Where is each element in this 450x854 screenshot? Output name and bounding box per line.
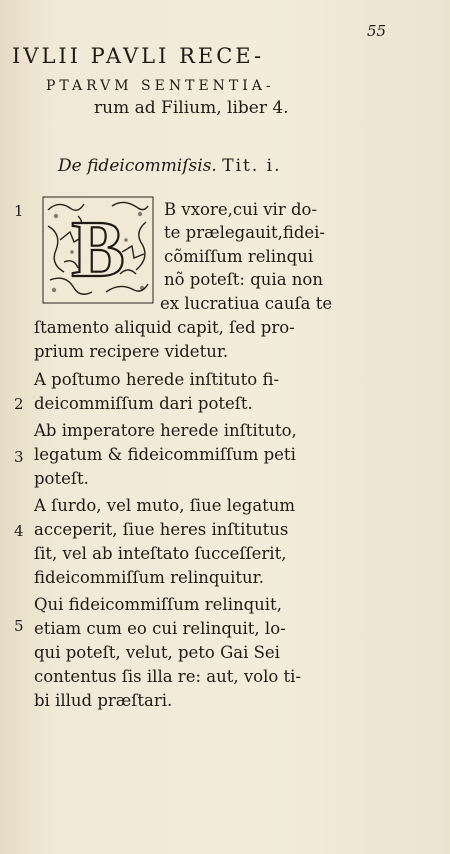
text-line: ex lucratiua cauſa te: [160, 294, 333, 313]
rubric-title: De fideicommiſsis.: [58, 156, 217, 176]
text-line: contentus ſis illa re: aut, volo ti-: [34, 667, 302, 686]
margin-number-2: 2: [14, 395, 24, 413]
heading-line-3: rum ad Filium, liber 4.: [94, 98, 289, 118]
decorated-initial-letter: [42, 196, 154, 304]
margin-number-5: 5: [14, 617, 24, 635]
text-line: cõmiſſum relinqui: [164, 247, 314, 266]
text-line: acceperit, ſiue heres inſtitutus: [34, 520, 289, 539]
text-line: legatum & fideicommiſſum peti: [34, 445, 296, 464]
heading-line-2: PTARVM SENTENTIA-: [46, 78, 275, 94]
text-line: te prælegauit,fidei-: [164, 223, 326, 242]
initial-letter: B: [71, 206, 125, 294]
text-line: ſtamento aliquid capit, ſed pro-: [34, 318, 295, 337]
text-line: poteſt.: [34, 469, 89, 488]
text-line: Ab imperatore herede inſtituto,: [34, 421, 297, 440]
text-line: nõ poteſt: quia non: [164, 270, 323, 289]
text-line: Qui fideicommiſſum relinquit,: [34, 595, 282, 614]
margin-number-4: 4: [14, 522, 24, 540]
text-line: qui poteſt, velut, peto Gai Sei: [34, 643, 280, 662]
text-line: deicommiſſum dari poteſt.: [34, 394, 253, 413]
text-line: etiam cum eo cui relinquit, lo-: [34, 619, 286, 638]
text-line: B vxore,cui vir do-: [164, 200, 318, 219]
text-line: A poſtumo herede inſtituto fi-: [34, 370, 280, 389]
text-line: A ſurdo, vel muto, ſiue legatum: [34, 496, 296, 515]
text-line: ſit, vel ab inteſtato ſucceſſerit,: [34, 544, 287, 563]
text-line: prium recipere videtur.: [34, 342, 229, 361]
section-rubric: [58, 156, 282, 176]
text-line: fideicommiſſum relinquitur.: [34, 568, 264, 587]
page-number: 55: [367, 22, 387, 40]
heading-line-1: IVLII PAVLI RECE-: [12, 44, 265, 68]
text-line: bi illud præſtari.: [34, 691, 173, 710]
rubric-titulus: Tit. i.: [222, 156, 282, 176]
margin-number-3: 3: [14, 448, 24, 466]
woodcut-initial-icon: [42, 196, 154, 304]
margin-number-1: 1: [14, 202, 24, 220]
